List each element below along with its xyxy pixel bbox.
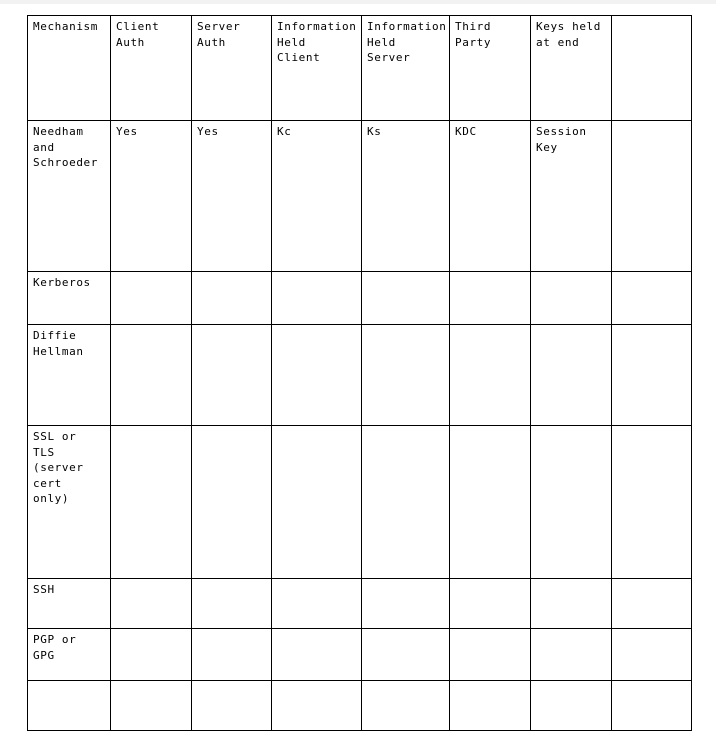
table-cell bbox=[612, 426, 692, 579]
table-cell bbox=[272, 579, 362, 629]
header-row bbox=[28, 16, 692, 121]
table-cell bbox=[272, 272, 362, 325]
table-cell bbox=[531, 579, 612, 629]
table-cell bbox=[450, 579, 531, 629]
table-cell bbox=[192, 325, 272, 426]
table-cell bbox=[362, 629, 450, 681]
header-cell-third-party: Third Party bbox=[450, 16, 531, 121]
table-cell bbox=[111, 325, 192, 426]
table-cell bbox=[612, 272, 692, 325]
table-row bbox=[28, 272, 692, 325]
table-row bbox=[28, 121, 692, 272]
table-cell bbox=[450, 426, 531, 579]
table-cell bbox=[362, 426, 450, 579]
header-cell-information-held-server: Information Held Server bbox=[362, 16, 450, 121]
comparison-table bbox=[27, 15, 692, 731]
table-cell bbox=[531, 426, 612, 579]
table-cell bbox=[450, 325, 531, 426]
table-cell: Ks bbox=[362, 121, 450, 272]
table-cell: Diffie Hellman bbox=[28, 325, 111, 426]
table-cell bbox=[111, 426, 192, 579]
header-cell-client-auth: Client Auth bbox=[111, 16, 192, 121]
table-cell bbox=[192, 272, 272, 325]
table-cell bbox=[450, 272, 531, 325]
table-row bbox=[28, 325, 692, 426]
table-cell bbox=[192, 579, 272, 629]
table-cell bbox=[192, 681, 272, 731]
table-cell bbox=[612, 121, 692, 272]
table-cell: Kerberos bbox=[28, 272, 111, 325]
table-cell bbox=[531, 629, 612, 681]
table-cell: SSH bbox=[28, 579, 111, 629]
table-cell bbox=[111, 272, 192, 325]
table-cell: PGP or GPG bbox=[28, 629, 111, 681]
table-cell bbox=[192, 629, 272, 681]
table-cell bbox=[111, 579, 192, 629]
table-cell bbox=[362, 681, 450, 731]
table-row bbox=[28, 426, 692, 579]
top-margin-shade bbox=[0, 0, 716, 4]
table-cell: Session Key bbox=[531, 121, 612, 272]
table-cell bbox=[362, 272, 450, 325]
header-cell-keys-held-at-end: Keys held at end bbox=[531, 16, 612, 121]
table-cell bbox=[272, 325, 362, 426]
table-cell bbox=[612, 579, 692, 629]
header-cell-information-held-client: Information Held Client bbox=[272, 16, 362, 121]
table-row bbox=[28, 629, 692, 681]
table-cell bbox=[362, 579, 450, 629]
table-cell bbox=[450, 681, 531, 731]
table-cell bbox=[362, 325, 450, 426]
table-cell bbox=[111, 681, 192, 731]
table-cell bbox=[531, 272, 612, 325]
table-cell: Yes bbox=[192, 121, 272, 272]
header-cell-mechanism: Mechanism bbox=[28, 16, 111, 121]
table-cell bbox=[450, 629, 531, 681]
table-cell bbox=[272, 681, 362, 731]
header-cell-extra bbox=[612, 16, 692, 121]
table-cell bbox=[612, 325, 692, 426]
table-cell: SSL or TLS (server cert only) bbox=[28, 426, 111, 579]
table-cell bbox=[272, 629, 362, 681]
table-cell bbox=[531, 325, 612, 426]
table-row bbox=[28, 681, 692, 731]
table-cell bbox=[531, 681, 612, 731]
table-row bbox=[28, 579, 692, 629]
table-cell: Yes bbox=[111, 121, 192, 272]
table-cell bbox=[612, 629, 692, 681]
table-cell bbox=[612, 681, 692, 731]
table-cell: KDC bbox=[450, 121, 531, 272]
table-cell bbox=[272, 426, 362, 579]
table-cell bbox=[111, 629, 192, 681]
table-cell bbox=[28, 681, 111, 731]
table-cell: Kc bbox=[272, 121, 362, 272]
table-cell bbox=[192, 426, 272, 579]
header-cell-server-auth: Server Auth bbox=[192, 16, 272, 121]
table-cell: Needham and Schroeder bbox=[28, 121, 111, 272]
